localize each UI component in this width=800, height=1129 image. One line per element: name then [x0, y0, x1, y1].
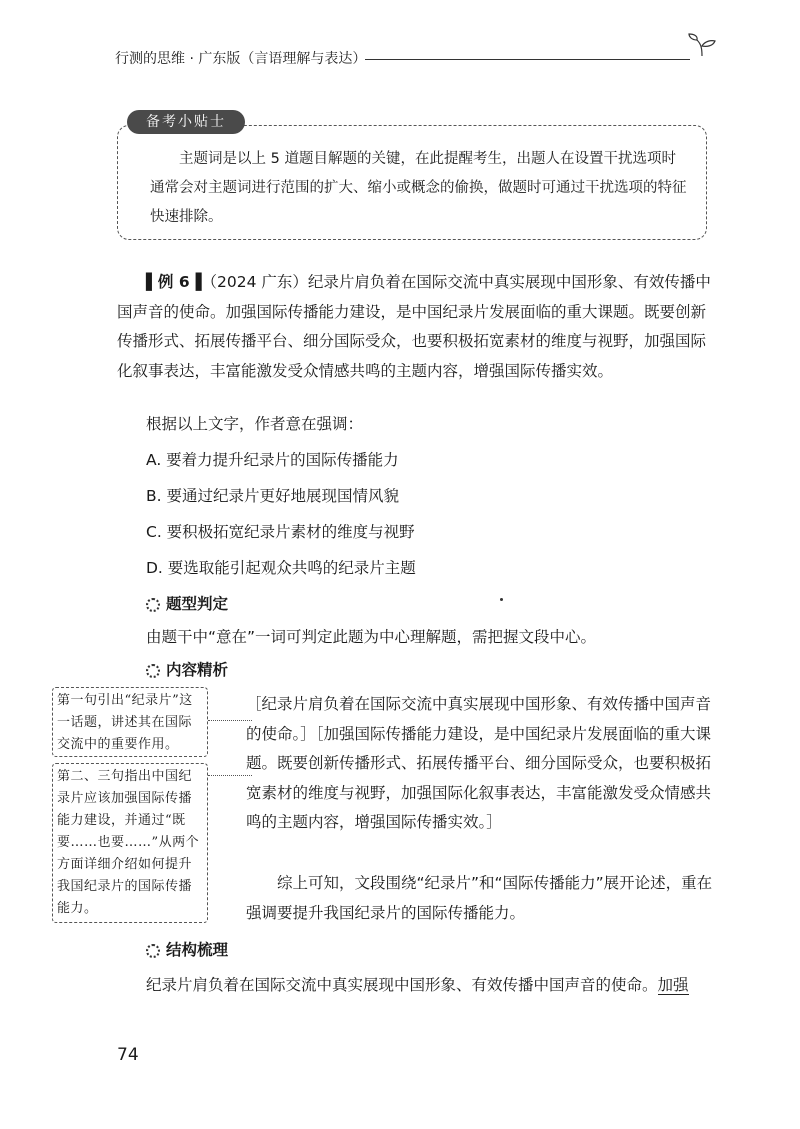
tip-text: 主题词是以上 5 道题目解题的关键，在此提醒考生，出题人在设置干扰选项时通常会对主题词进行范围的扩大、缩小或概念的偷换，做题时可通过干扰选项的特征快速排除。: [150, 151, 687, 225]
example-passage: [117, 268, 717, 386]
section-type-judgment: 题型判定: [146, 594, 228, 614]
example-label: ▌例 6▐: [146, 273, 202, 291]
section-content-analysis: 内容精析: [146, 660, 228, 680]
option-c: C. 要积极拓宽纪录片素材的维度与视野: [146, 523, 415, 541]
option-b: B. 要通过纪录片更好地展现国情风貌: [146, 487, 399, 505]
option-d: D. 要选取能引起观众共鸣的纪录片主题: [146, 559, 416, 577]
section-bullet-icon: [146, 598, 160, 612]
example-source: （2024 广东）: [201, 273, 308, 291]
section-structure: 结构梳理: [146, 940, 228, 960]
question-stem: 根据以上文字，作者意在强调：: [146, 415, 364, 433]
sprout-icon: [687, 32, 717, 58]
example-text: 纪录片肩负着在国际交流中真实展现中国形象、有效传播中国声音的使命。加强国际传播能力建设，是中国纪录片发展面临的重大课题。既要创新传播形式、拓展传播平台、细分国际受众，也要积极拓宽素材的维度与视野，加强国际化叙事表达，丰富能激发受众情感共鸣的主题内容，增强国际传播实效。: [117, 273, 711, 380]
type-judgment-text: 由题干中“意在”一词可判定此题为中心理解题，需把握文段中心。: [146, 628, 597, 646]
margin-note-2: 第二、三句指出中国纪录片应该加强国际传播能力建设，并通过“既要……也要……”从两个方面详细介绍如何提升我国纪录片的国际传播能力。: [52, 763, 208, 923]
page-header: [115, 48, 705, 70]
section-bullet-icon: [146, 944, 160, 958]
structure-text: 纪录片肩负着在国际交流中真实展现中国形象、有效传播中国声音的使命。加强: [146, 976, 689, 994]
analysis-passage: ［纪录片肩负着在国际交流中真实展现中国形象、有效传播中国声音的使命。］［加强国际传播能力建设，是中国纪录片发展面临的重大课题。既要创新传播形式、拓展传播平台、细分国际受众，也要积极拓宽素材的维度与视野，加强国际化叙事表达，丰富能激发受众情感共鸣的主题内容，增强国际传播实效。］: [246, 695, 712, 831]
stray-dot: [500, 598, 503, 601]
header-rule: [365, 59, 690, 60]
section-bullet-icon: [146, 664, 160, 678]
analysis-summary: 综上可知，文段围绕“纪录片”和“国际传播能力”展开论述，重在强调要提升我国纪录片的国际传播能力。: [246, 874, 713, 922]
structure-underlined: 加强: [657, 976, 689, 994]
header-title: 行测的思维 · 广东版（言语理解与表达）: [115, 51, 367, 67]
option-a: A. 要着力提升纪录片的国际传播能力: [146, 451, 399, 469]
page-number: 74: [117, 1045, 139, 1065]
margin-note-1: 第一句引出“纪录片”这一话题，讲述其在国际交流中的重要作用。: [52, 687, 208, 757]
analysis-segment-1: 纪录片肩负着在国际交流中真实展现中国形象、有效传播中国声音的使命。: [246, 695, 712, 743]
tip-tab-label: 备考小贴士: [127, 110, 245, 134]
analysis-segment-2: 加强国际传播能力建设，是中国纪录片发展面临的重大课题。既要创新传播形式、拓展传播平台、细分国际受众，也要积极拓宽素材的维度与视野，加强国际化叙事表达，丰富能激发受众情感共鸣的主题内容，增强国际传播实效。: [246, 724, 712, 831]
